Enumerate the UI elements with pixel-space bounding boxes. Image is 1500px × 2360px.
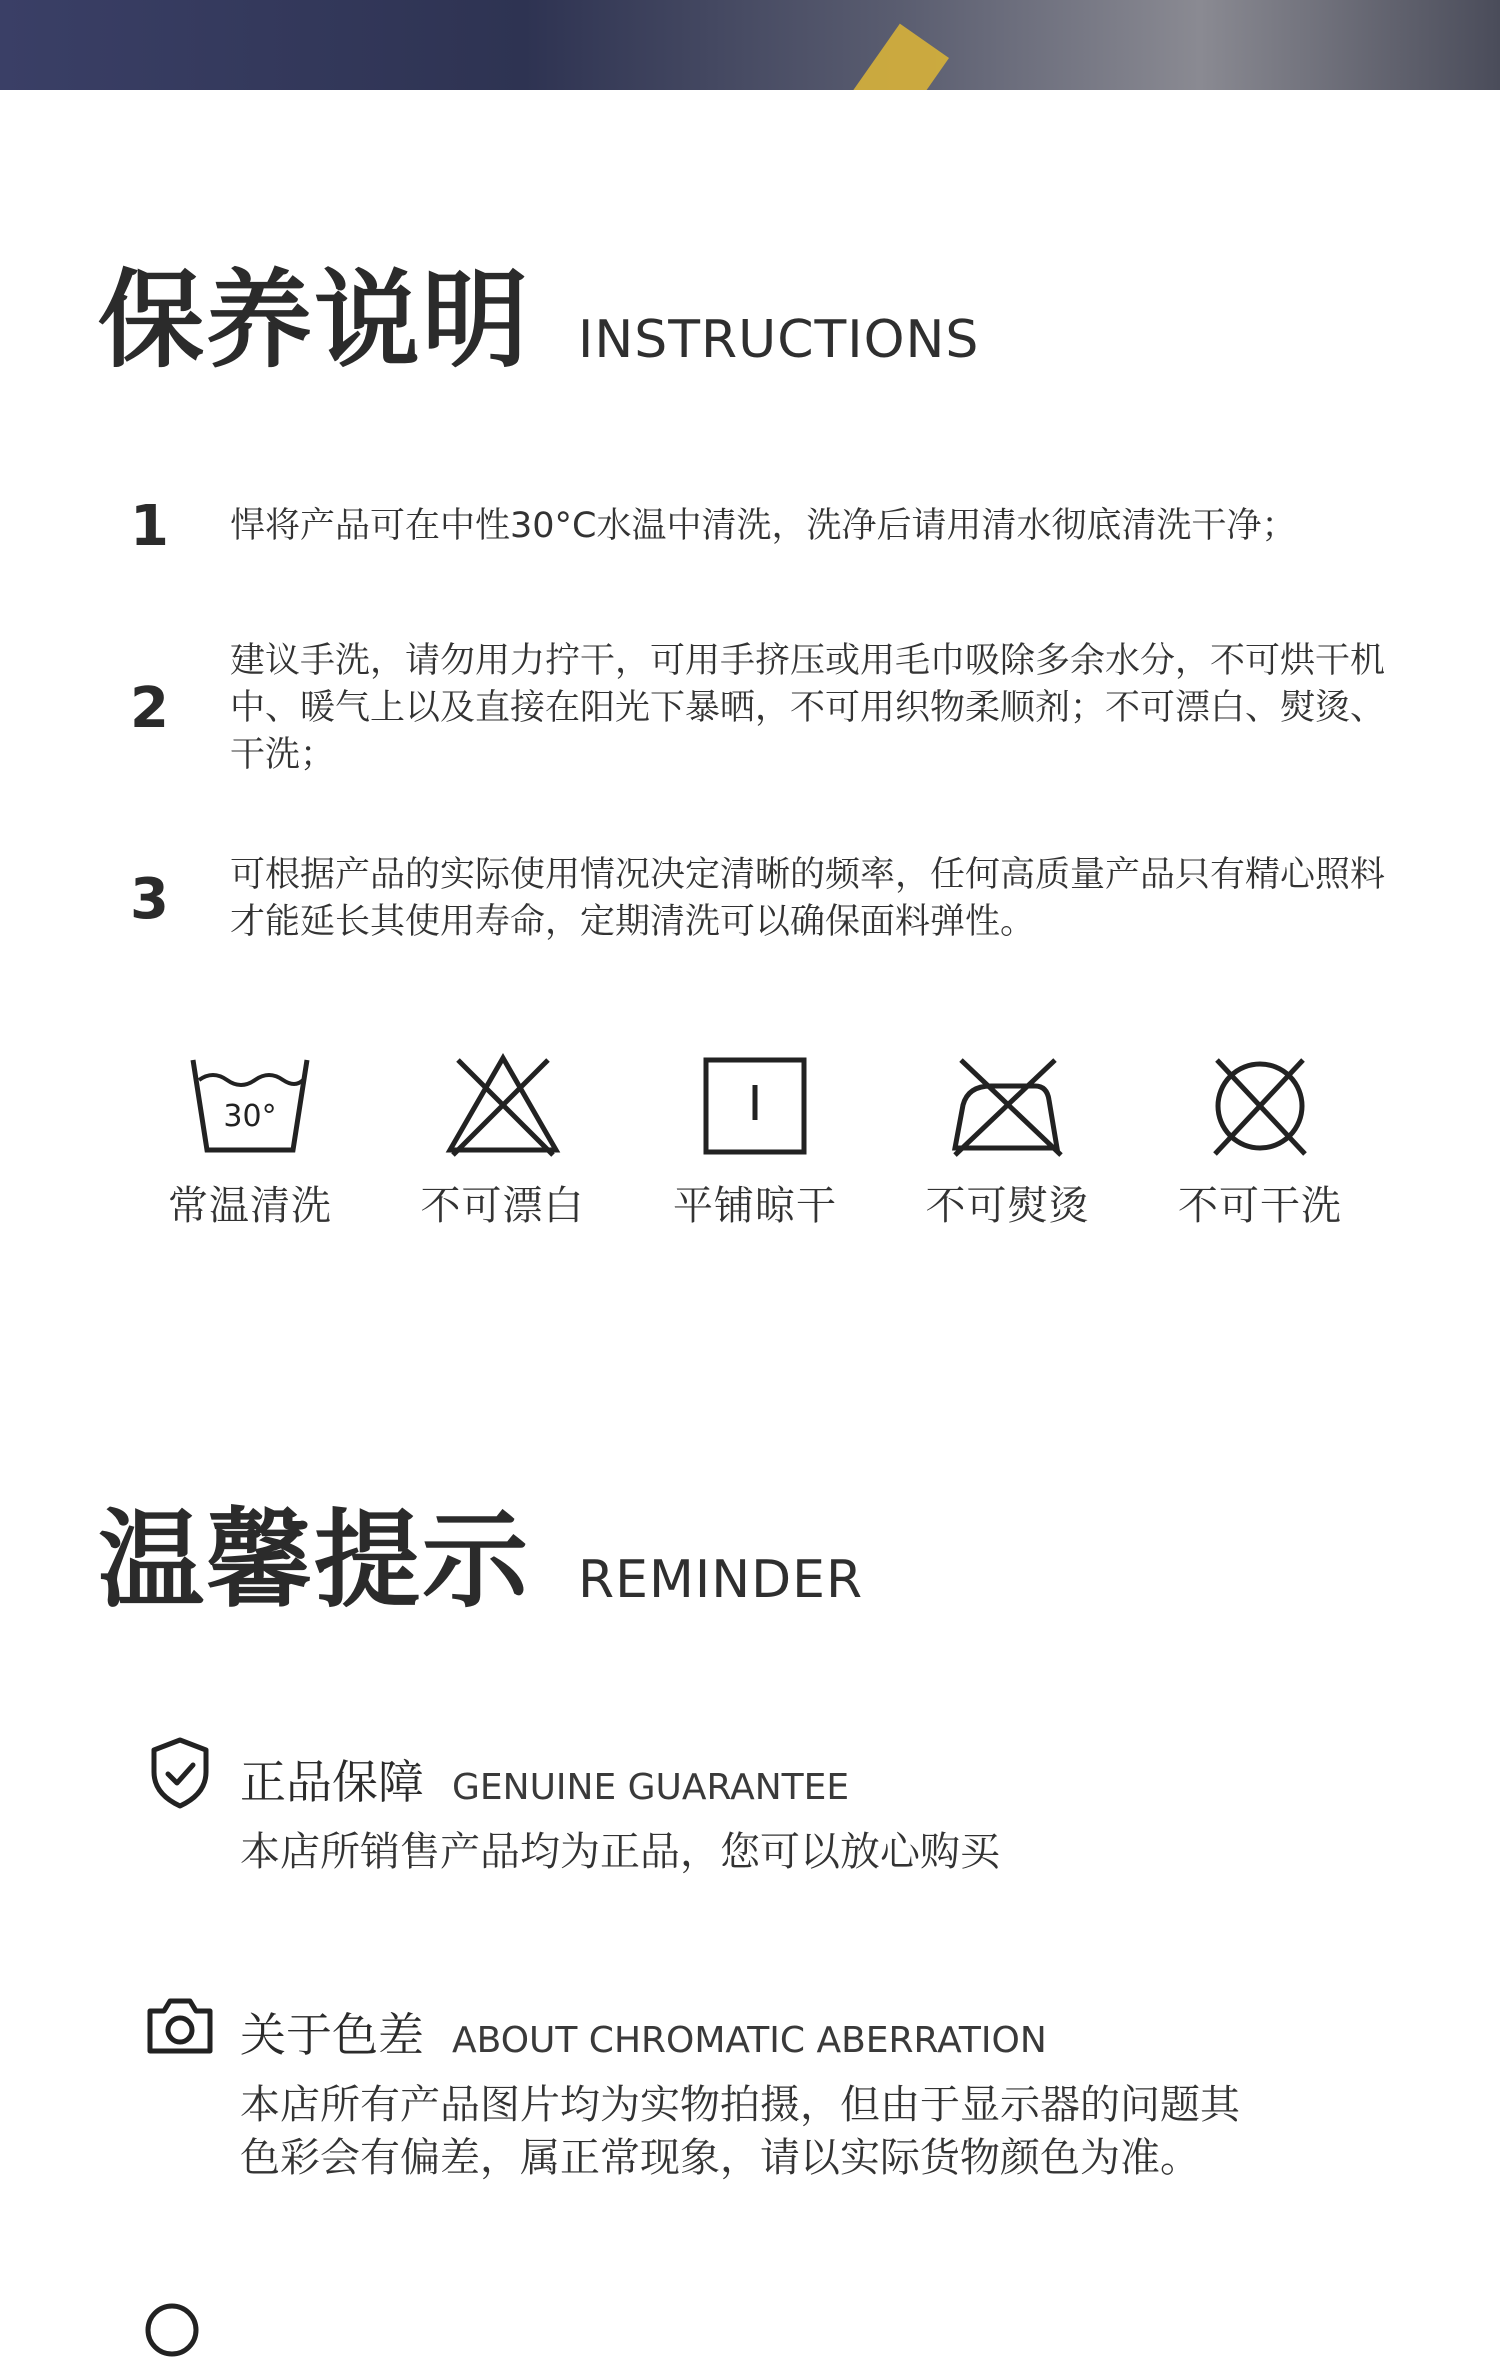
instructions-title-cn: 保养说明 bbox=[98, 259, 530, 382]
step-text: 悍将产品可在中性30°C水温中清洗，洗净后请用清水彻底清洗干净； bbox=[230, 506, 1297, 546]
instructions-heading bbox=[98, 236, 979, 388]
reminder-title-en: ABOUT CHROMATIC ABERRATION bbox=[452, 2020, 1047, 2061]
no-iron-icon bbox=[943, 1050, 1073, 1160]
shield-check-icon bbox=[140, 1732, 220, 1812]
care-item-wash bbox=[150, 1050, 350, 1231]
instruction-step bbox=[130, 494, 1400, 559]
reminder-title: 关于色差 bbox=[240, 2008, 424, 2062]
wash-temp: 30° bbox=[223, 1099, 277, 1134]
reminder-title: 正品保障 bbox=[240, 1755, 424, 1809]
reminder-text: 本店所有产品图片均为实物拍摄，但由于显示器的问题其色彩会有偏差，属正常现象，请以实际货物颜色为准。 bbox=[240, 2082, 1240, 2181]
instruction-step bbox=[130, 638, 1400, 779]
reminder-heading bbox=[98, 1476, 863, 1628]
care-item-no-dry-clean bbox=[1160, 1050, 1360, 1231]
care-item-dry-flat bbox=[655, 1050, 855, 1231]
banner-stripe bbox=[831, 24, 949, 90]
step-number: 2 bbox=[130, 676, 169, 741]
care-item-no-bleach bbox=[403, 1050, 603, 1231]
camera-icon bbox=[140, 1985, 220, 2065]
top-banner-image bbox=[0, 0, 1500, 90]
care-label: 不可熨烫 bbox=[925, 1183, 1090, 1229]
no-dry-clean-icon bbox=[1195, 1050, 1325, 1160]
reminder-item-color bbox=[140, 1985, 1400, 2185]
step-text: 可根据产品的实际使用情况决定清晰的频率，任何高质量产品只有精心照料才能延长其使用寿命，定期清洗可以确保面料弹性。 bbox=[230, 855, 1386, 942]
partial-icon bbox=[142, 2300, 202, 2360]
care-label: 不可干洗 bbox=[1178, 1183, 1342, 1229]
step-number: 3 bbox=[130, 866, 169, 932]
care-label: 平铺晾干 bbox=[673, 1183, 837, 1229]
care-item-no-iron bbox=[908, 1050, 1108, 1231]
care-label: 不可漂白 bbox=[420, 1183, 585, 1229]
dry-flat-icon bbox=[690, 1050, 820, 1160]
care-icons-row bbox=[150, 1050, 1360, 1231]
no-bleach-icon bbox=[438, 1050, 568, 1160]
reminder-item-genuine bbox=[140, 1732, 1400, 1879]
step-number: 1 bbox=[130, 494, 169, 559]
reminder-title-en: GENUINE GUARANTEE bbox=[452, 1767, 850, 1808]
step-text: 建议手洗，请勿用力拧干，可用手挤压或用毛巾吸除多余水分，不可烘干机中、暖气上以及直接在阳光下暴晒，不可用织物柔顺剂；不可漂白、熨烫、干洗； bbox=[230, 641, 1386, 775]
reminder-text: 本店所销售产品均为正品，您可以放心购买 bbox=[240, 1829, 1000, 1875]
reminder-title-en: REMINDER bbox=[578, 1550, 864, 1610]
care-label: 常温清洗 bbox=[168, 1183, 332, 1229]
instruction-step bbox=[130, 852, 1400, 946]
reminder-title-cn: 温馨提示 bbox=[98, 1499, 530, 1622]
wash-30-icon bbox=[185, 1050, 315, 1160]
instructions-title-en: INSTRUCTIONS bbox=[578, 310, 980, 370]
